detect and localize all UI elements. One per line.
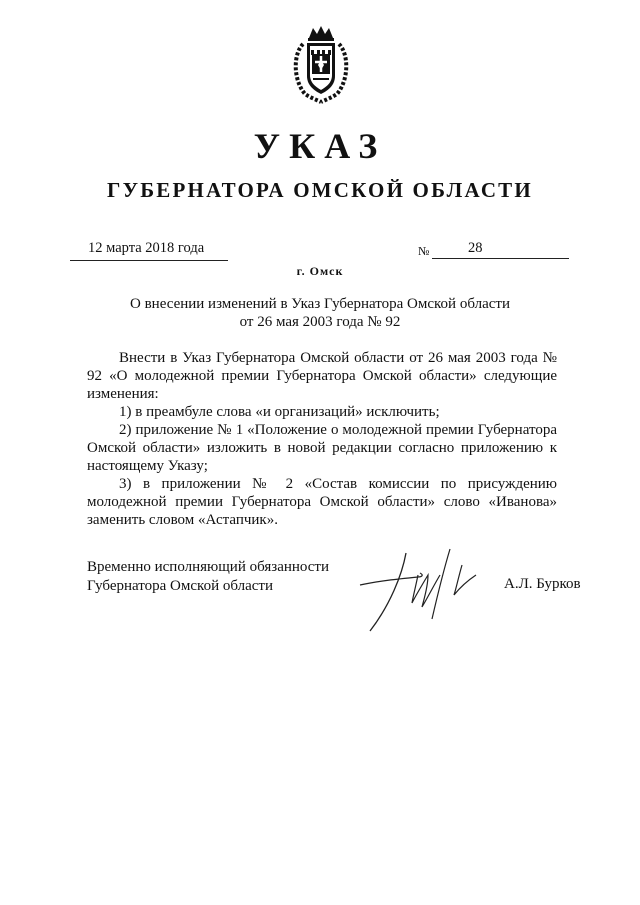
body-item-1: 1) в преамбуле слова «и организаций» исключить;	[119, 404, 440, 420]
subject-line-1: О внесении изменений в Указ Губернатора Омской области	[130, 296, 510, 312]
city-label: г. Омск	[296, 264, 344, 278]
number-label: №	[418, 244, 430, 258]
signer-position	[87, 558, 329, 596]
coat-of-arms-emblem	[289, 24, 353, 104]
date-field	[70, 238, 228, 261]
signer-position-line-1: Временно исполняющий обязанности	[87, 559, 330, 575]
document-body	[87, 349, 557, 529]
number-underline	[432, 258, 569, 259]
document-type-title: УКАЗ	[253, 126, 387, 166]
handwritten-signature	[358, 545, 508, 635]
document-subject	[0, 295, 640, 331]
signer-name: А.Л. Бурков	[504, 576, 581, 592]
body-item-2: 2) приложение № 1 «Положение о молодежной премии Губернатора Омской области» изложить в новой редакции согласно приложению к настоящему Указу;	[87, 422, 557, 474]
body-intro: Внести в Указ Губернатора Омской области от 26 мая 2003 года № 92 «О молодежной премии Губернатора Омской области» следующие изменения:	[87, 350, 557, 402]
body-item-3: 3) в приложении № 2 «Состав комиссии по присуждению молодежной премии Губернатора Омской области» слово «Иванова» заменить словом «Астапчик».	[87, 476, 557, 528]
subject-line-2: от 26 мая 2003 года № 92	[239, 314, 401, 330]
issuer-title: ГУБЕРНАТОРА ОМСКОЙ ОБЛАСТИ	[107, 178, 533, 202]
signer-position-line-2: Губернатора Омской области	[87, 578, 273, 594]
document-number: 28	[468, 240, 483, 256]
document-date: 12 марта 2018 года	[88, 240, 205, 256]
